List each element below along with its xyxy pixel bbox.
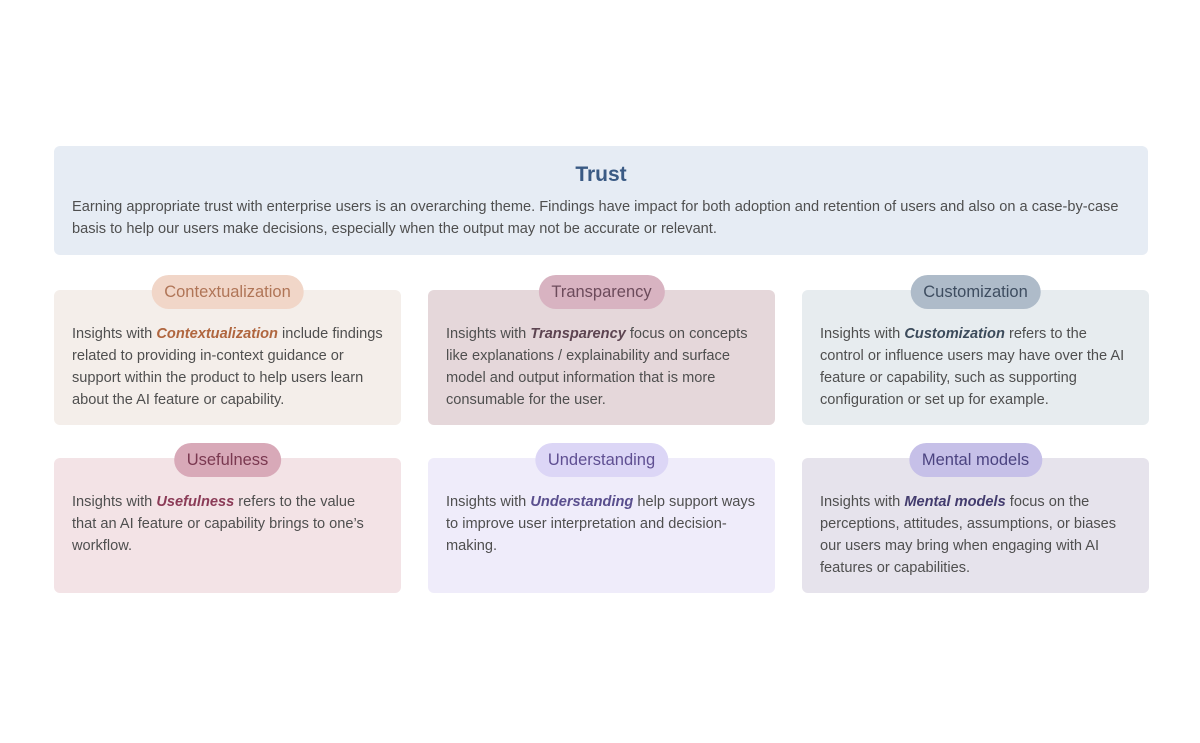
card-text-post: focus on the perceptions, attitudes, assumptions, or biases our users may bring when engaging with AI features or capabilities. xyxy=(820,494,1117,576)
card-text-pre: Insights with xyxy=(72,326,157,342)
card-text-mental-models xyxy=(820,491,1131,579)
card-term: Mental models xyxy=(904,494,1006,510)
trust-description: Earning appropriate trust with enterprise users is an overarching theme. Findings have impact for both adoption and retention of users and also on a case-by-case basis to help our users make decisions, especially when the output may not be accurate or relevant. xyxy=(72,199,1119,237)
card-term: Customization xyxy=(904,326,1005,342)
card-understanding xyxy=(428,451,775,593)
card-label-mental-models: Mental models xyxy=(909,443,1042,477)
card-term: Usefulness xyxy=(156,494,235,510)
card-label-understanding: Understanding xyxy=(535,443,668,477)
card-text-pre: Insights with xyxy=(446,494,531,510)
card-text-usefulness xyxy=(72,491,383,557)
card-text-post: help support ways to improve user interpretation and decision-making. xyxy=(446,494,756,554)
card-transparency xyxy=(428,283,775,425)
card-term: Contextualization xyxy=(156,326,278,342)
card-text-pre: Insights with xyxy=(820,494,905,510)
card-text-post: refers to the control or influence users may have over the AI feature or capability, such as supporting configuration or set up for example. xyxy=(820,326,1125,408)
card-text-customization xyxy=(820,323,1131,411)
card-term: Understanding xyxy=(530,494,634,510)
card-text-post: focus on concepts like explanations / explainability and surface model and output information that is more consumable for the user. xyxy=(446,326,748,408)
card-label-transparency: Transparency xyxy=(538,275,664,309)
card-contextualization xyxy=(54,283,401,425)
card-text-contextualization xyxy=(72,323,383,411)
card-text-post: include findings related to providing in-context guidance or support within the product to help users learn about the AI feature or capability. xyxy=(72,326,383,408)
card-customization xyxy=(802,283,1149,425)
trust-title: Trust xyxy=(575,163,627,186)
trust-panel xyxy=(54,146,1148,255)
card-label-customization: Customization xyxy=(910,275,1041,309)
card-text-understanding xyxy=(446,491,757,557)
card-term: Transparency xyxy=(530,326,626,342)
card-text-transparency xyxy=(446,323,757,411)
card-label-usefulness: Usefulness xyxy=(174,443,282,477)
card-text-pre: Insights with xyxy=(72,494,157,510)
card-text-pre: Insights with xyxy=(446,326,531,342)
card-label-contextualization: Contextualization xyxy=(151,275,304,309)
card-text-pre: Insights with xyxy=(820,326,905,342)
card-text-post: refers to the value that an AI feature or capability brings to one’s workflow. xyxy=(72,494,364,554)
card-mental-models xyxy=(802,451,1149,593)
card-usefulness xyxy=(54,451,401,593)
